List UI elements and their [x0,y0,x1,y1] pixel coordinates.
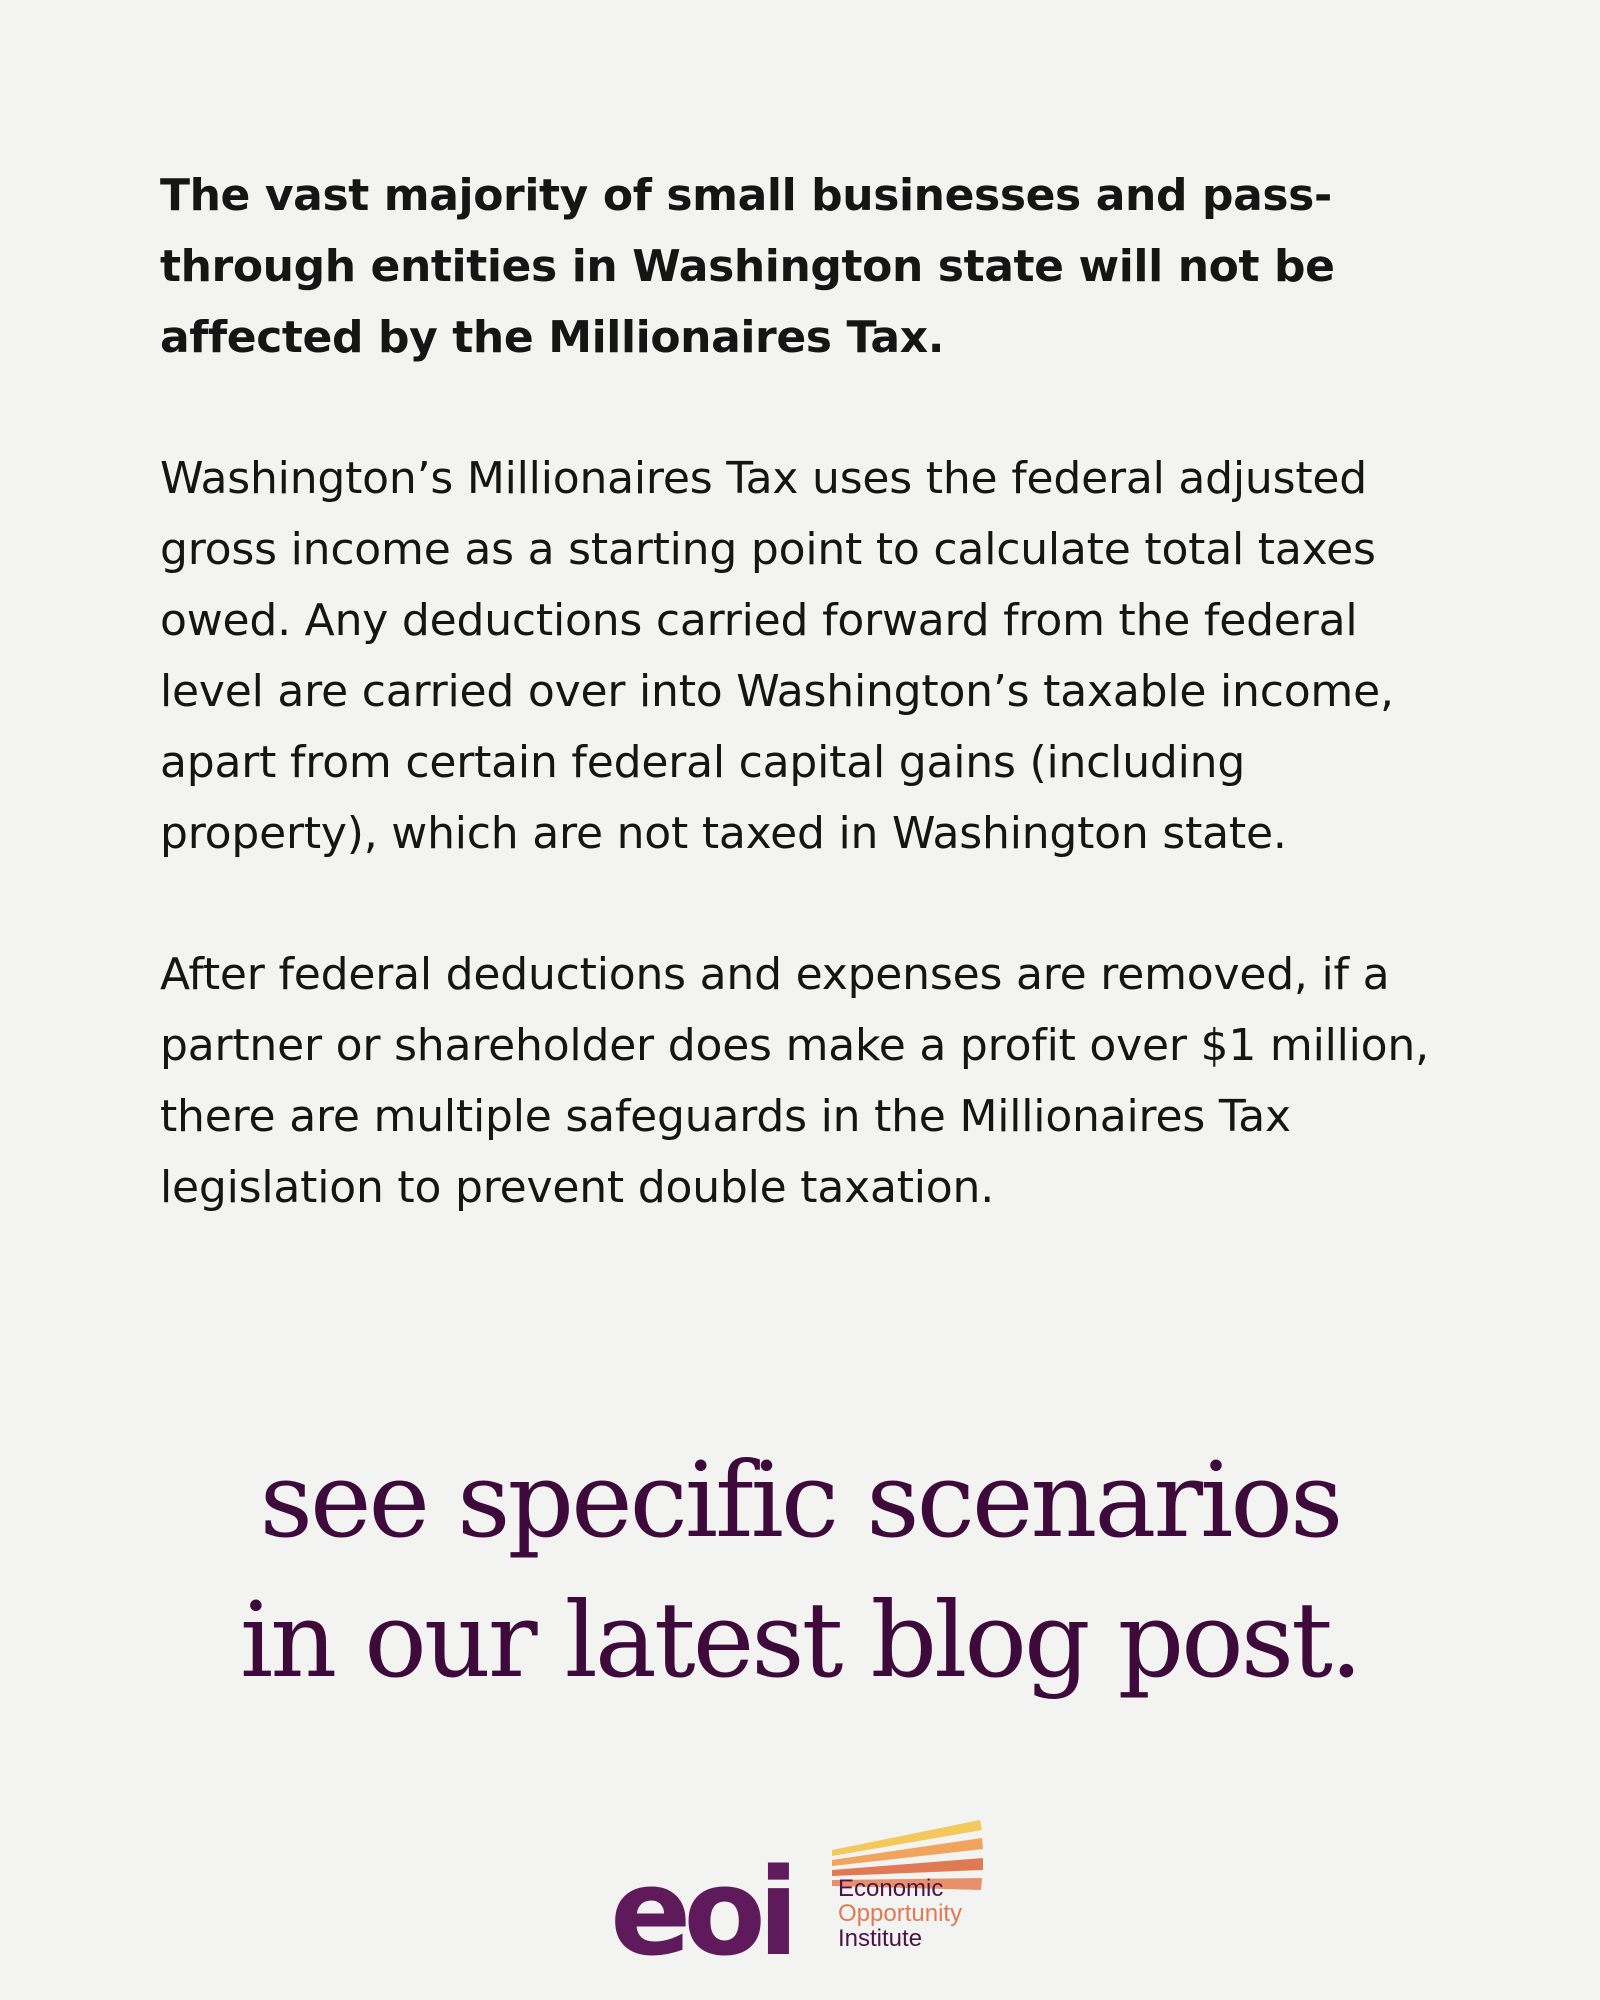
paragraph-agi: Washington’s Millionaires Tax uses the federal adjusted gross income as a starting point to calculate total taxes owed. Any deductions carried forward from the federal level are carried over into Washington’s taxable income, apart from certain federal capital gains (including property), which are not taxed in Washington state. [160,453,1394,859]
logo-line-economic: Economic [838,1875,944,1902]
blog-call-to-action [0,1430,1600,1710]
logo-org-name [838,1876,962,1951]
cta-line-1: see specific scenarios [259,1439,1341,1561]
main-content [160,160,1460,1223]
paragraph-safeguards: After federal deductions and expenses are removed, if a partner or shareholder does make a profit over $1 million, there are multiple safeguards in the Millionaires Tax legislation to prevent double taxation. [160,949,1429,1213]
cta-line-2: in our latest blog post. [240,1579,1360,1701]
eoi-logo [610,1808,1000,1968]
logo-line-institute: Institute [838,1925,923,1952]
lead-statement: The vast majority of small businesses and pass-through entities in Washington state will not be affected by the Millionaires Tax. [160,170,1335,363]
logo-wordmark: eoi [610,1844,791,1968]
logo-line-opportunity: Opportunity [838,1900,963,1927]
